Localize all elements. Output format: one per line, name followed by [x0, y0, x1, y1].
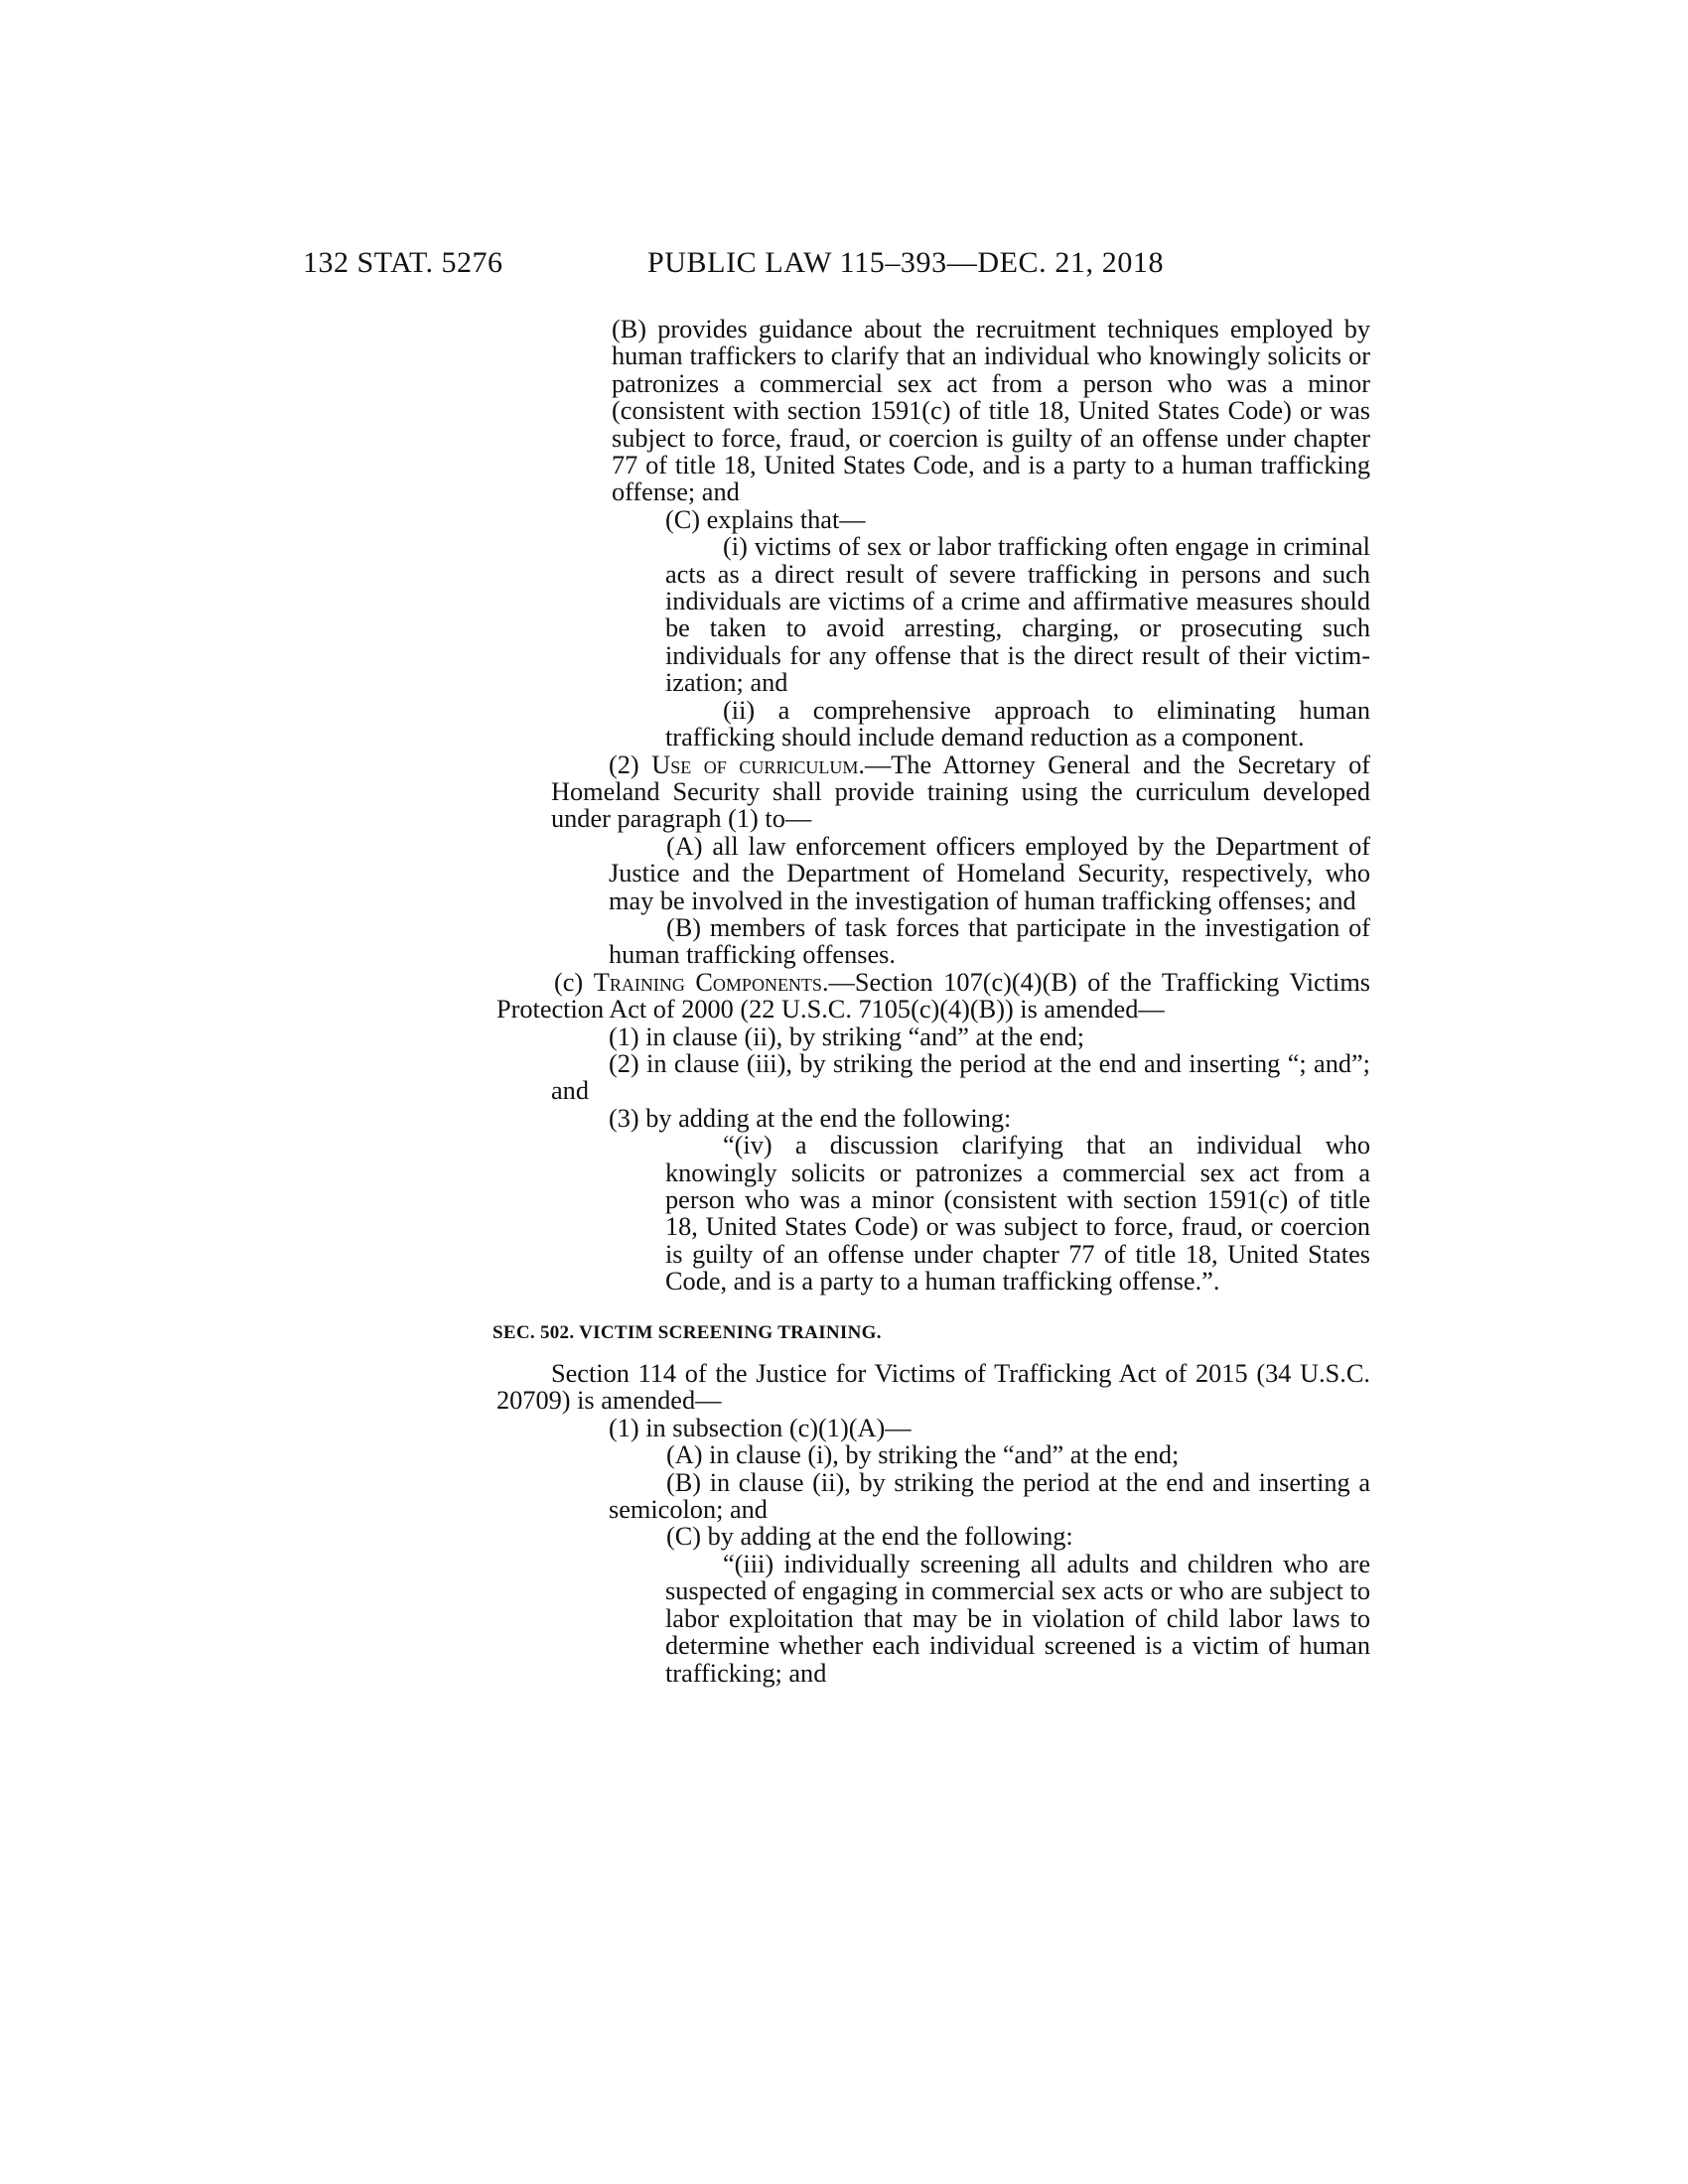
paragraph-2-use-of-curriculum [551, 751, 1370, 833]
section-502-item-b: (B) in clause (ii), by striking the period at the end and inserting a semicolon; and [609, 1467, 1370, 1525]
section-502-heading: SEC. 502. VICTIM SCREENING TRAINING. [492, 1321, 882, 1343]
clause-ii-approach: (ii) a comprehensive approach to eliminating human trafficking should include demand reduction as a component. [665, 695, 1370, 752]
subsection-c-heading: Training Components [593, 967, 822, 997]
amendment-2: (2) in clause (iii), by striking the period at the end and inserting “; and”; and [551, 1048, 1370, 1106]
document-body [492, 315, 1371, 1688]
subsection-c-text: .—Section 107(c)(4)(B) of the Trafficking Victims Protection Act of 2000 (22 U.S.C. 7105(c)(4)(B)) is amended— [496, 967, 1371, 1024]
subsection-c-training-components [496, 969, 1370, 1024]
clause-i-victims: (i) victims of sex or labor trafficking often engage in criminal acts as a direct result of severe trafficking in persons and such individuals are victims of a crime and affirmative measures should be taken to avoid arresting, charging, or prosecuting such individuals for any offense that is the direct result of their victimization; and [665, 532, 1370, 698]
paragraph-2-text: .—The Attorney General and the Secretary of Homeland Security shall provide training using the curriculum developed under paragraph (1) to— [551, 750, 1370, 834]
section-502-clause-iii: “(iii) individually screening all adults and children who are suspected of engaging in commercial sex acts or who are subject to labor exploitation that may be in violation of child labor laws to determine whether each individual screened is a victim of human trafficking; and [665, 1549, 1370, 1688]
subparagraph-a-officers: (A) all law enforcement officers employed by the Department of Justice and the Department of Homeland Security, respectively, who may be involved in the investigation of human trafficking offenses; and [609, 831, 1370, 915]
section-502-intro: Section 114 of the Justice for Victims of Trafficking Act of 2015 (34 U.S.C. 20709) is amended— [496, 1359, 1370, 1416]
subsection-c-number: (c) [554, 967, 594, 997]
paragraph-2-number: (2) [609, 750, 652, 779]
inserted-clause-iv: “(iv) a discussion clarifying that an individual who knowingly solicits or patronizes a commercial sex act from a person who was a minor (consistent with section 1591(c) of title 18, United States Code) or was subject to force, fraud, or coercion is guilty of an offense under chapter 77 of title 18, United States Code, and is a party to a human trafficking offense.”. [665, 1131, 1370, 1297]
paragraph-c-explains: (C) explains that— [665, 504, 866, 534]
public-law-reference: PUBLIC LAW 115–393—DEC. 21, 2018 [647, 246, 1165, 279]
page-header [0, 246, 1688, 286]
amendment-3: (3) by adding at the end the following: [609, 1103, 1012, 1133]
statute-page-reference: 132 STAT. 5276 [303, 246, 503, 279]
section-502-item-c: (C) by adding at the end the following: [666, 1522, 1073, 1552]
paragraph-2-heading: Use of curriculum [651, 750, 859, 779]
section-502-item-a: (A) in clause (i), by striking the “and” at the end; [666, 1440, 1180, 1470]
subparagraph-b-task-forces: (B) members of task forces that participate in the investigation of human trafficking offenses. [609, 912, 1370, 970]
paragraph-b-guidance: (B) provides guidance about the recruitment techniques employed by human traffickers to clarify that an individual who knowingly solicits or patronizes a commercial sex act from a person who was a minor (consistent with section 1591(c) of title 18, United States Code) or was subject to force, fraud, or coercion is guilty of an offense under chapter 77 of title 18, United States Code, and is a party to a human trafficking offense; and [612, 315, 1370, 507]
section-502-item-1: (1) in subsection (c)(1)(A)— [609, 1413, 912, 1442]
amendment-1: (1) in clause (ii), by striking “and” at the end; [609, 1022, 1085, 1051]
